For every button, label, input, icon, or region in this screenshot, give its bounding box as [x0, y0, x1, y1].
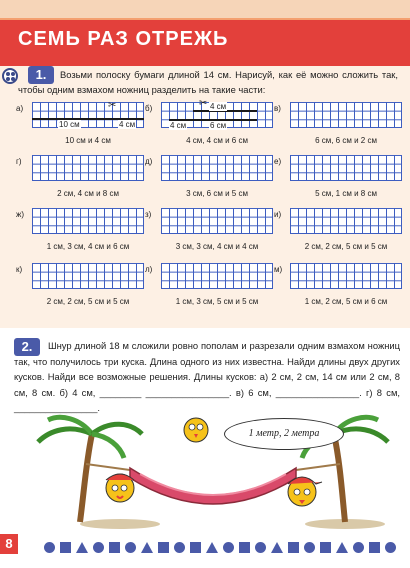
drawing-grid[interactable]: [32, 155, 144, 181]
top-ribbon: [0, 0, 410, 18]
grid-cell: [274, 263, 410, 325]
task2-text: Шнур длиной 18 м сложили ровно пополам и разрезали одним взмахом ножниц так, что получилось три куска. Длина одного из них известна. Найди длины двух других кусков. Найди все возможные решения. Длины кусков: а) 2 см, 2 см, 14 см или 2 см, 8 см, 8 см. б) 4 см, ________ ________________. в) 6 см, ________________. г) 8 см, ________________.: [14, 340, 400, 413]
drawing-grid[interactable]: [290, 208, 402, 234]
item-letter: д): [145, 157, 153, 166]
decorative-shape: [206, 542, 218, 553]
task1-text: Возьми полоску бумаги длиной 14 см. Нарисуй, как её можно сложить так, чтобы одним взмахом ножниц разделить на такие части:: [18, 69, 398, 95]
decorative-shape: [288, 542, 299, 553]
decorative-shape: [353, 542, 364, 553]
item-caption: 6 см, 6 см и 2 см: [315, 136, 377, 145]
decorative-shape-strip: [44, 540, 404, 554]
item-caption: 1 см, 3 см, 4 см и 6 см: [46, 242, 130, 251]
drawing-grid[interactable]: [161, 263, 273, 289]
item-caption: 5 см, 1 см и 8 см: [315, 189, 377, 198]
decorative-shape: [255, 542, 266, 553]
task2-number: 2.: [14, 338, 40, 356]
item-letter: з): [145, 210, 152, 219]
item-letter: к): [16, 265, 23, 274]
drawing-grid[interactable]: [32, 263, 144, 289]
item-letter: е): [274, 157, 282, 166]
item-caption: 2 см, 2 см, 5 см и 5 см: [304, 242, 388, 251]
drawing-grid[interactable]: [290, 263, 402, 289]
grid-cell: [274, 208, 410, 270]
item-letter: м): [274, 265, 283, 274]
decorative-shape: [223, 542, 234, 553]
drawing-grid[interactable]: [161, 208, 273, 234]
segment-label: 4 см: [170, 121, 187, 130]
decorative-shape: [304, 542, 315, 553]
page-number: 8: [0, 534, 18, 554]
item-caption: 2 см, 2 см, 5 см и 5 см: [46, 297, 130, 306]
item-caption: 10 см и 4 см: [65, 136, 111, 145]
decorative-shape: [190, 542, 201, 553]
scissors-icon: ✂: [199, 98, 208, 109]
decorative-shape: [158, 542, 169, 553]
item-caption: 4 см, 4 см и 6 см: [186, 136, 248, 145]
segment-label: 6 см: [210, 121, 227, 130]
decorative-shape: [109, 542, 120, 553]
segment-label: 10 см: [59, 120, 80, 129]
decorative-shape: [369, 542, 380, 553]
grid-cell: [16, 208, 154, 270]
item-caption: 1 см, 2 см, 5 см и 6 см: [304, 297, 388, 306]
decorative-shape: [385, 542, 396, 553]
item-letter: а): [16, 104, 24, 113]
scissors-icon: ✂: [108, 100, 117, 111]
film-reel-icon: [2, 68, 18, 84]
hammock-illustration: [20, 412, 400, 532]
item-letter: ж): [16, 210, 25, 219]
item-caption: 2 см, 4 см и 8 см: [57, 189, 119, 198]
item-letter: л): [145, 265, 153, 274]
decorative-shape: [76, 542, 88, 553]
decorative-shape: [174, 542, 185, 553]
speech-bubble: 1 метр, 2 метра: [224, 418, 344, 450]
decorative-shape: [125, 542, 136, 553]
segment-label: 4 см: [119, 120, 136, 129]
page-title: СЕМЬ РАЗ ОТРЕЖЬ: [18, 28, 229, 50]
item-caption: 3 см, 6 см и 5 см: [186, 189, 248, 198]
decorative-shape: [239, 542, 250, 553]
segment-label: 4 см: [210, 102, 227, 111]
drawing-grid[interactable]: [161, 155, 273, 181]
item-caption: 1 см, 3 см, 5 см и 5 см: [175, 297, 259, 306]
drawing-grid[interactable]: [290, 155, 402, 181]
grid-cell: [145, 208, 283, 270]
decorative-shape: [320, 542, 331, 553]
decorative-shape: [141, 542, 153, 553]
item-letter: и): [274, 210, 282, 219]
drawing-grid[interactable]: [290, 102, 402, 128]
decorative-shape: [336, 542, 348, 553]
item-letter: б): [145, 104, 153, 113]
title-bar: [0, 18, 410, 66]
decorative-shape: [44, 542, 55, 553]
item-letter: в): [274, 104, 281, 113]
drawing-grid[interactable]: [32, 208, 144, 234]
decorative-shape: [60, 542, 71, 553]
item-letter: г): [16, 157, 22, 166]
decorative-shape: [271, 542, 283, 553]
item-caption: 3 см, 3 см, 4 см и 4 см: [175, 242, 259, 251]
grid-cell: [145, 263, 283, 325]
task1-number: 1.: [28, 66, 54, 84]
decorative-shape: [93, 542, 104, 553]
grid-cell: [16, 263, 154, 325]
